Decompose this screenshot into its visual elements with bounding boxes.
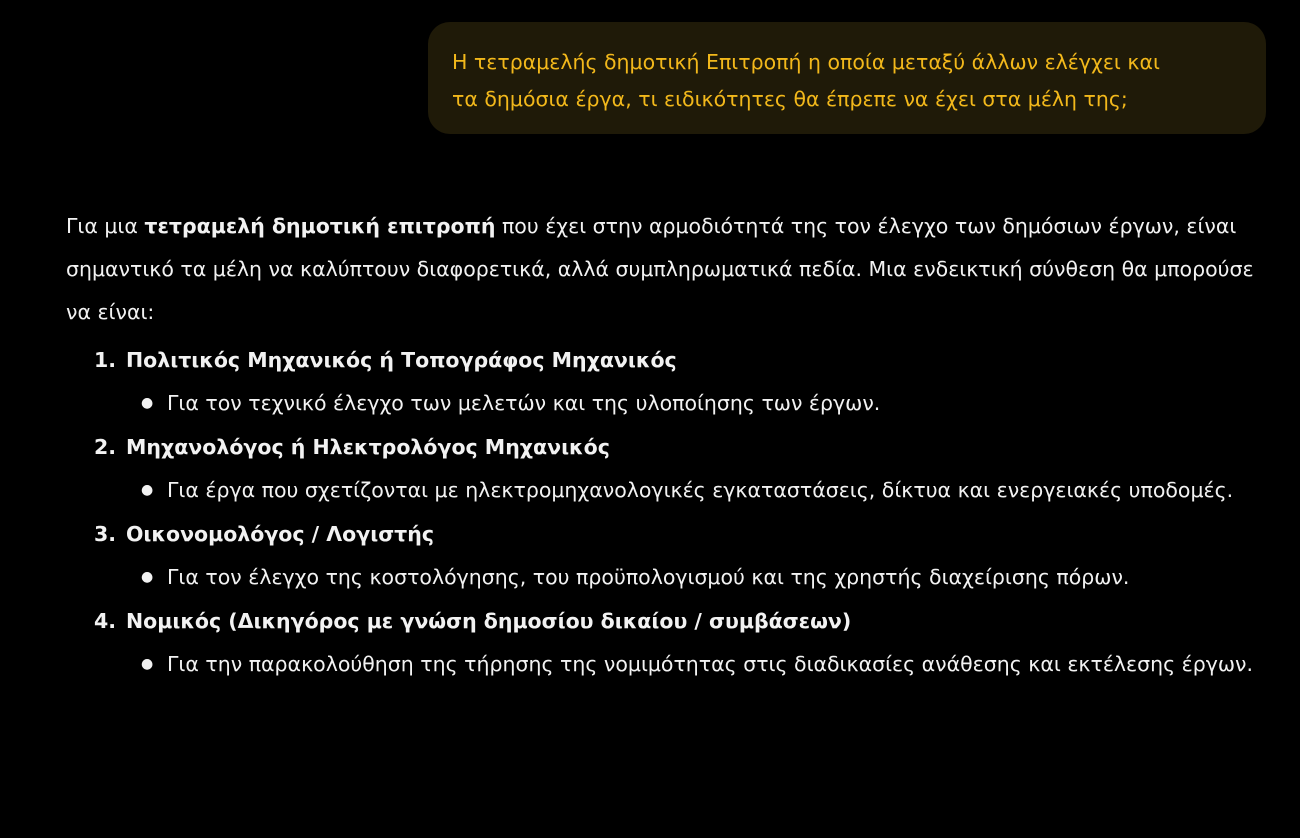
- role-details: [66, 556, 1266, 599]
- intro-prefix: Για μια: [66, 214, 145, 238]
- role-number: 3.: [93, 522, 116, 546]
- role-detail: [141, 382, 1266, 425]
- role-detail-text: Για τον έλεγχο της κοστολόγησης, του προϋπολογισμού και της χρηστής διαχείρισης πόρων.: [167, 565, 1130, 589]
- role-item: [66, 512, 1266, 599]
- role-detail-text: Για έργα που σχετίζονται με ηλεκτρομηχανολογικές εγκαταστάσεις, δίκτυα και ενεργειακές υποδομές.: [167, 478, 1234, 502]
- role-title-text: Νομικός (Δικηγόρος με γνώση δημοσίου δικαίου / συμβάσεων): [126, 609, 852, 633]
- assistant-intro: [66, 205, 1266, 334]
- intro-bold-phrase: τετραμελή δημοτική επιτροπή: [144, 214, 496, 238]
- user-message-line-2: τα δημόσια έργα, τι ειδικότητες θα έπρεπε να έχει στα μέλη της;: [452, 87, 1128, 111]
- role-title: [66, 425, 1266, 469]
- role-title-text: Οικονομολόγος / Λογιστής: [126, 522, 434, 546]
- bullet-icon: ●: [141, 569, 154, 585]
- assistant-message: [66, 205, 1266, 686]
- role-details: [66, 643, 1266, 686]
- role-detail-text: Για τον τεχνικό έλεγχο των μελετών και της υλοποίησης των έργων.: [167, 391, 881, 415]
- role-title-text: Πολιτικός Μηχανικός ή Τοπογράφος Μηχανικός: [126, 348, 677, 372]
- role-details: [66, 469, 1266, 512]
- user-message-bubble: [428, 22, 1266, 134]
- role-title: [66, 512, 1266, 556]
- role-number: 1.: [93, 348, 116, 372]
- role-number: 2.: [93, 435, 116, 459]
- role-item: [66, 599, 1266, 686]
- role-number: 4.: [93, 609, 116, 633]
- role-detail: [141, 556, 1266, 599]
- intro-rest: που έχει στην αρμοδιότητά της τον έλεγχο των δημόσιων έργων, είναι σημαντικό τα μέλη να καλύπτουν διαφορετικά, αλλά συμπληρωματικά πεδία. Μια ενδεικτική σύνθεση θα μπορούσε να είναι:: [66, 214, 1254, 324]
- bullet-icon: ●: [141, 395, 154, 411]
- role-item: [66, 425, 1266, 512]
- roles-list: [66, 338, 1266, 686]
- bullet-icon: ●: [141, 656, 154, 672]
- bullet-icon: ●: [141, 482, 154, 498]
- role-details: [66, 382, 1266, 425]
- role-item: [66, 338, 1266, 425]
- role-title: [66, 599, 1266, 643]
- role-detail-text: Για την παρακολούθηση της τήρησης της νομιμότητας στις διαδικασίες ανάθεσης και εκτέλεσης έργων.: [167, 652, 1254, 676]
- role-detail: [141, 469, 1266, 512]
- role-detail: [141, 643, 1266, 686]
- role-title: [66, 338, 1266, 382]
- role-title-text: Μηχανολόγος ή Ηλεκτρολόγος Μηχανικός: [126, 435, 610, 459]
- user-message-line-1: Η τετραμελής δημοτική Επιτροπή η οποία μεταξύ άλλων ελέγχει και: [452, 50, 1160, 74]
